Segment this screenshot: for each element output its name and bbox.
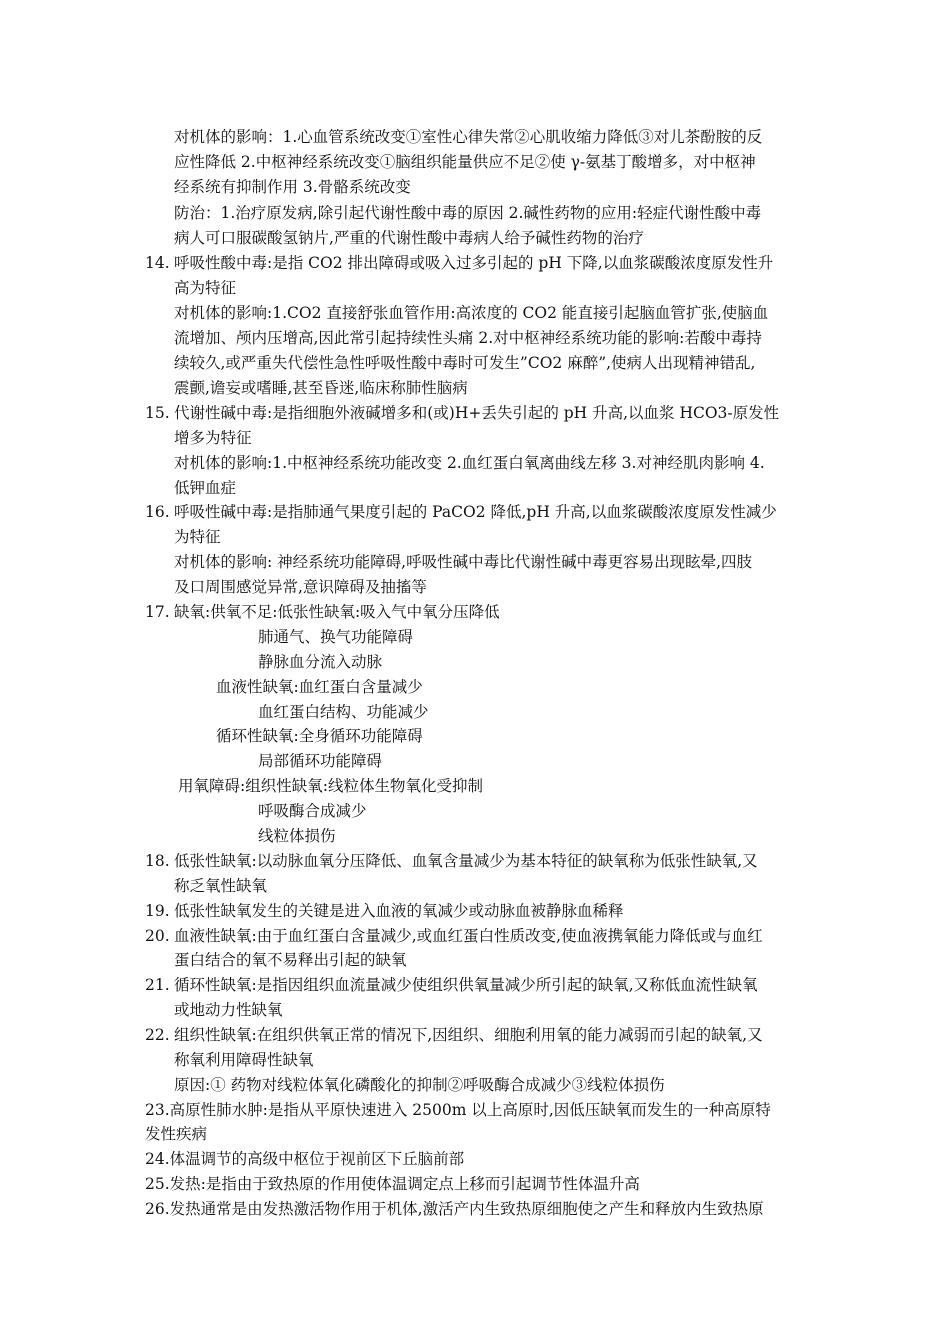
text-line: 用氧障碍:组织性缺氧:线粒体生物氧化受抑制 [178,777,483,795]
list-number: 14. [145,254,170,272]
text-line: 低张性缺氧发生的关键是进入血液的氧减少或动脉血被静脉血稀释 [174,902,624,920]
text-line: 呼吸性碱中毒:是指肺通气果度引起的 PaCO2 降低,pH 升高,以血浆碳酸浓度原发性减少 [174,503,777,521]
text-line: 病人可口服碳酸氢钠片,严重的代谢性酸中毒病人给予碱性药物的治疗 [174,229,644,247]
list-number: 21. [145,976,170,994]
list-number: 18. [145,852,170,870]
list-number: 15. [145,404,170,422]
text-line: 25.发热:是指由于致热原的作用使体温调定点上移而引起调节性体温升高 [145,1175,640,1193]
text-line: 震颤,谵妄或嗜睡,甚至昏迷,临床称肺性脑病 [174,379,468,397]
text-line: 称乏氧性缺氧 [174,877,268,895]
text-line: 流增加、颅内压增高,因此常引起持续性头痛 2.对中枢神经系统功能的影响:若酸中毒持 [174,329,762,347]
text-line: 26.发热通常是由发热激活物作用于机体,激活产内生致热原细胞使之产生和释放内生致热原 [145,1200,764,1218]
text-line: 续较久,或严重失代偿性急性呼吸性酸中毒时可发生”CO2 麻醉”,使病人出现精神错乱, [174,354,756,372]
text-line: 防治：1.治疗原发病,除引起代谢性酸中毒的原因 2.碱性药物的应用:轻症代谢性酸中毒 [174,204,762,222]
list-number: 22. [145,1026,170,1044]
list-number: 16. [145,503,170,521]
text-line: 呼吸性酸中毒:是指 CO2 排出障碍或吸入过多引起的 pH 下降,以血浆碳酸浓度原发性升 [174,254,774,272]
text-line: 24.体温调节的高级中枢位于视前区下丘脑前部 [145,1150,465,1168]
text-line: 及口周围感觉异常,意识障碍及抽搐等 [174,578,427,596]
text-line: 对机体的影响:1.CO2 直接舒张血管作用:高浓度的 CO2 能直接引起脑血管扩张,使脑血 [174,304,769,322]
text-line: 低钾血症 [174,479,237,497]
text-line: 呼吸酶合成减少 [258,802,367,820]
text-line: 称氧利用障碍性缺氧 [174,1051,314,1069]
text-line: 对机体的影响：1.心血管系统改变①室性心律失常②心肌收缩力降低③对儿茶酚胺的反 [174,128,763,146]
text-line: 静脉血分流入动脉 [258,653,383,671]
text-line: 线粒体损伤 [258,827,336,845]
text-line: 原因:① 药物对线粒体氧化磷酸化的抑制②呼吸酶合成减少③线粒体损伤 [174,1076,665,1094]
text-line: 肺通气、换气功能障碍 [258,628,414,646]
text-line: 组织性缺氧:在组织供氧正常的情况下,因组织、细胞利用氧的能力减弱而引起的缺氧,又 [174,1026,763,1044]
text-line: 为特征 [174,528,221,546]
text-line: 循环性缺氧:全身循环功能障碍 [216,727,423,745]
text-line: 蛋白结合的氧不易释出引起的缺氧 [174,951,407,969]
text-line: 血液性缺氧:血红蛋白含量减少 [216,678,423,696]
list-number: 20. [145,927,170,945]
text-line: 发性疾病 [145,1125,208,1143]
text-line: 高为特征 [174,279,237,297]
text-line: 血红蛋白结构、功能减少 [258,703,429,721]
text-line: 血液性缺氧:由于血红蛋白含量减少,或血红蛋白性质改变,使血液携氧能力降低或与血红 [174,927,763,945]
text-line: 或地动力性缺氧 [174,1001,283,1019]
text-line: 23.高原性肺水肿:是指从平原快速进入 2500m 以上高原时,因低压缺氧而发生的一种高原特 [145,1101,771,1119]
text-line: 对机体的影响: 神经系统功能障碍,呼吸性碱中毒比代谢性碱中毒更容易出现眩晕,四肢 [174,553,753,571]
text-line: 代谢性碱中毒:是指细胞外液碱增多和(或)H+丢失引起的 pH 升高,以血浆 HCO3-原发性 [174,404,780,422]
text-line: 应性降低 2.中枢神经系统改变①脑组织能量供应不足②使 γ-氨基丁酸增多，对中枢神 [174,153,756,171]
text-line: 缺氧:供氧不足:低张性缺氧:吸入气中氧分压降低 [174,603,500,621]
text-line: 低张性缺氧:以动脉血氧分压降低、血氧含量减少为基本特征的缺氧称为低张性缺氧,又 [174,852,758,870]
text-line: 局部循环功能障碍 [258,752,383,770]
text-line: 循环性缺氧:是指因组织血流量减少使组织供氧量减少所引起的缺氧,又称低血流性缺氧 [174,976,758,994]
text-line: 经系统有抑制作用 3.骨骼系统改变 [174,178,411,196]
list-number: 17. [145,603,170,621]
list-number: 19. [145,902,170,920]
text-line: 对机体的影响:1.中枢神经系统功能改变 2.血红蛋白氧离曲线左移 3.对神经肌肉影响 4. [174,454,765,472]
text-line: 增多为特征 [174,429,252,447]
